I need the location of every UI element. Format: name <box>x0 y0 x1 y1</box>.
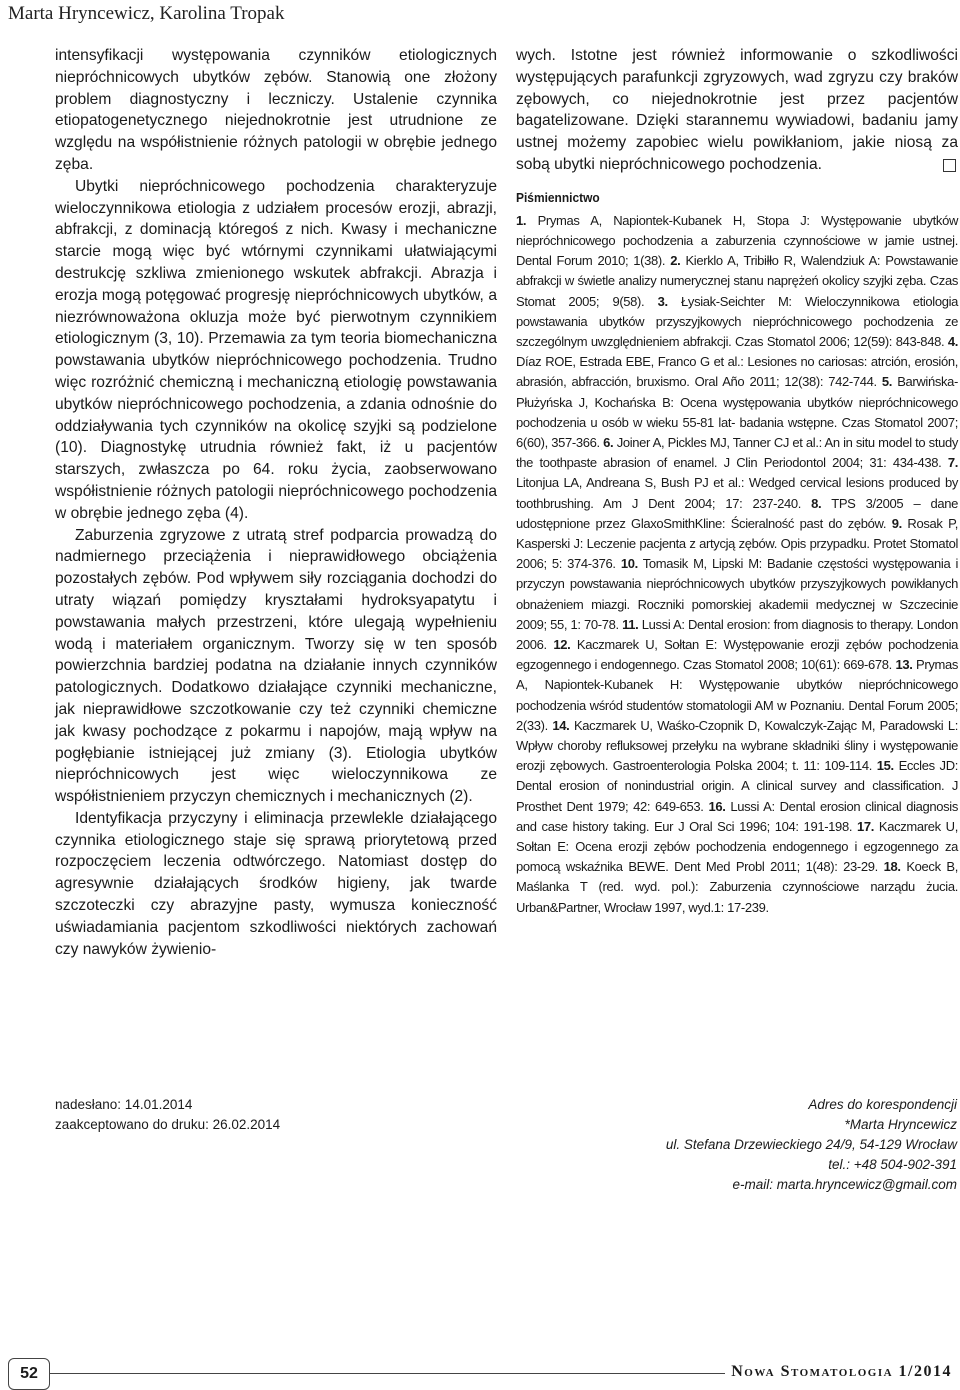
correspondence-email: e-mail: marta.hryncewicz@gmail.com <box>732 1177 957 1192</box>
reference-number: 6. <box>603 435 614 451</box>
reference-text: Eccles JD: Dental erosion of nonindustrial origin. A clinical survey and classification. J Prosthet Dent 1979; 42: 649-653. <box>516 758 958 814</box>
reference-number: 4. <box>947 334 958 349</box>
end-of-article-square-icon <box>943 159 956 172</box>
journal-name: Nowa Stomatologia 1/2014 <box>725 1363 952 1381</box>
received-date: nadesłano: 14.01.2014 <box>55 1097 193 1112</box>
correspondence-address <box>666 1095 957 1195</box>
reference-number: 11. <box>622 616 639 632</box>
reference-number: 18. <box>883 859 901 875</box>
accepted-date: zaakceptowano do druku: 26.02.2014 <box>55 1117 281 1132</box>
reference-number: 8. <box>811 495 822 511</box>
correspondence-street: ul. Stefana Drzewieckiego 24/9, 54-129 Wrocław <box>665 1137 957 1152</box>
reference-number: 1. <box>516 212 527 228</box>
reference-text: TPS 3/2005 – dane udostępnione przez GlaxoSmithKline: Ścieralność past do zębów. <box>516 495 958 531</box>
reference-number: 14. <box>552 717 570 733</box>
reference-number: 13. <box>895 657 913 673</box>
reference-text: Joiner A, Pickles MJ, Tanner CJ et al.: An in situ model to study the toothpaste abrasion of enamel. J Clin Periodontol 2004; 31: 434-438. <box>516 435 959 471</box>
reference-text: Lussi A: Dental erosion: from diagnosis to therapy. London 2006. <box>516 616 958 653</box>
reference-number: 16. <box>708 798 726 814</box>
reference-text: Kierklo A, Tribiłło R, Walendziuk A: Powstawanie abfrakcji w świetle analizy numerycznej stanu naprężeń okolicy szyjki zęba. Czas Stomat 2005; 9(58). <box>516 253 958 309</box>
reference-number: 3. <box>657 293 668 309</box>
body-paragraph-end <box>516 45 958 176</box>
reference-text: Tomasik M, Lipski M: Badanie częstości występowania i przyczyn powstawania niepróchnicowych ubytków przyszyjkowych powikłanych obnażeniem miazgi. Roczniki pomorskiej akademii medycznej w Szczecinie 2009; 55, 1: 70-78. <box>516 556 958 632</box>
page-number: 52 <box>8 1358 50 1390</box>
reference-number: 15. <box>876 758 894 774</box>
reference-number: 2. <box>670 253 681 269</box>
reference-text: Lussi A: Dental erosion clinical diagnosis and case history taking. Eur J Oral Sci 1996; 104: 191-198. <box>516 798 958 834</box>
references-list <box>516 211 958 918</box>
reference-text: Rosak P, Kasperski J: Leczenie pacjenta z artycją zębów. Opis przypadku. Protet Stomatol 2006; 5: 374-376. <box>516 515 958 572</box>
left-column <box>55 45 497 960</box>
reference-number: 5. <box>881 374 893 390</box>
reference-text: Łysiak-Seichter M: Wieloczynnikowa etiologia powstawania ubytków przyszyjkowych niepróchnicowego pochodzenia ze szczególnym uwzględnieniem abfrakcji. Czas Stomatol 2006; 12(59): 843-848. <box>516 293 958 349</box>
correspondence-heading: Adres do korespondencji <box>808 1097 957 1112</box>
reference-text: Kaczmarek U, Sołtan E: Występowanie erozji zębów pochodzenia egzogennego i endogennego. Czas Stomatol 2008; 10(61): 669-678. <box>516 637 958 673</box>
reference-number: 12. <box>553 637 571 653</box>
correspondence-phone: tel.: +48 504-902-391 <box>828 1157 957 1172</box>
body-paragraph: Ubytki niepróchnicowego pochodzenia charakteryzuje wieloczynnikowa etiologia z udziałem procesów erozji, abrazji, abfrakcji, z dominacją któregoś z nich. Kwasy i mechaniczne starcie mogą więc być wtórnymi czynnikami ułatwiającymi destrukcję szkliwa zmienionego wskutek abfrakcji. Abrazja i erozja mogą potęgować progresję niepróchnicowych ubytków, a niezrównoważona okluzja może być pierwotnym czynnikiem etiologicznym (3, 10). Przemawia za tym teoria biomechaniczna powstawania ubytków niepróchnicowego pochodzenia. Trudno więc rozróżnić chemiczną i mechaniczną etiologię powstawania ubytków niepróchnicowego pochodzenia, a zdania odnośnie do oddziaływania tych czynników na okolicę szyjki są podzielone (10). Diagnostykę utrudnia również fakt, iż u pacjentów starszych, zwłaszcza po 64. roku życia, zaobserwowano współistnienie różnych patologii niepróchnicowego pochodzenia w obrębie jednego zęba (4). <box>55 177 497 522</box>
submission-dates <box>55 1095 280 1135</box>
body-paragraph: Identyfikacja przyczyny i eliminacja przewlekle działającego czynnika etiologicznego staje się sprawą priorytetową przed rozpoczęciem leczenia odtwórczego. Natomiast dostęp do agresywnie działających środków higieny, jak twarde szczoteczki czy abrazyjne pasty, wymusza konieczność uświadamiania pacjentom szkodliwości niektórych zachowań czy nawyków żywienio- <box>55 809 497 958</box>
reference-text: Prymas A, Napiontek-Kubanek H: Występowanie ubytków niepróchnicowego pochodzenia wśród studentów stomatologii AM w Poznaniu. Dental Forum 2005; 2(33). <box>516 657 958 733</box>
reference-number: 17. <box>856 818 875 834</box>
reference-number: 10. <box>620 556 638 572</box>
references-heading: Piśmiennictwo <box>516 189 600 205</box>
reference-text: Litonjua LA, Andreana S, Bush PJ et al.: Wedged cervical lesions produced by toothbrushing. Am J Dent 2004; 17: 237-240. <box>516 475 958 511</box>
reference-text: Barwińska-Płużyńska J, Kochańska B: Ocena występowania ubytków niepróchnicowego pochodzenia u osób w wieku 55-81 lat- badania wstępne. Czas Stomatol 2007; 6(60), 357-366. <box>516 374 959 451</box>
body-paragraph: intensyfikacji występowania czynników etiologicznych niepróchnicowych ubytków zębów. Stanowią one złożony problem diagnostyczny i leczniczy. Ustalenie czynnika etiopatogenetycznego niejednokrotnie jest utrudnione ze względu na współistnienie różnych patologii w obrębie jednego zęba. <box>55 47 497 173</box>
reference-text: Kaczmarek U, Sołtan E: Ocena erozji zębów pochodzenia endogennego i egzogennego za pomocą wskaźnika BEWE. Dent Med Probl 2011; 1(48): 23-29. <box>516 818 958 875</box>
reference-number: 7. <box>947 455 958 471</box>
right-column <box>516 45 958 918</box>
body-paragraph: Zaburzenia zgryzowe z utratą stref podparcia prowadzą do nadmiernego przeciążenia i nieprawidłowego obciążenia pozostałych zębów. Pod wpływem siły rozciągania dochodzi do utraty wiązań pomiędzy kryształami hydroksyapatytu i powstawania małych przestrzeni, które ulegają wypełnieniu wodą i materiałem organicznym. Tworzy się w ten sposób powierzchnia bardziej podatna na działanie innych czynników patologicznych. Dodatkowo działające czynniki mechaniczne, jak nieprawidłowe szczotkowanie czy też czynniki chemiczne jak kwasy pochodzące z pokarmu i napojów, mają wpływ na pogłębianie istniejącej już zmiany (3). Etiologia ubytków niepróchnicowych jest więc wieloczynnikowa ze współistnieniem przyczyn chemicznych i mechanicznych (2). <box>55 526 497 806</box>
body-text: wych. Istotne jest również informowanie o szkodliwości występujących parafunkcji zgryzowych, wad zgryzu czy braków zębowych, co niejednokrotnie jest przez pacjentów bagatelizowane. Dzięki starannemu wywiadowi, badaniu jamy ustnej możemy zapobiec wielu powikłaniom, jakie niosą za sobą ubytki niepróchnicowego pochodzenia. <box>516 47 958 173</box>
reference-text: Prymas A, Napiontek-Kubanek H, Stopa J: Występowanie ubytków niepróchnicowego pochodzenia a zaburzenia czynnościowe w jamie ustnej. Dental Forum 2010; 1(38). <box>516 212 958 269</box>
running-head: Marta Hryncewicz, Karolina Tropak <box>8 3 285 24</box>
reference-text: Koeck B, Maślanka T (red. wyd. pol.): Zaburzenia czynnościowe narządu żucia. Urban&Partner, Wrocław 1997, wyd.1: 17-239. <box>516 859 958 915</box>
reference-text: Kaczmarek U, Waśko-Czopnik D, Kowalczyk-Zając M, Paradowski L: Wpływ choroby refluksowej przełyku na wybrane składniki śliny i występowanie erozji zębowych. Gastroenterologia Polska 2004; t. 11: 109-114. <box>516 717 959 774</box>
reference-number: 9. <box>891 515 902 531</box>
correspondence-name: *Marta Hryncewicz <box>844 1117 957 1132</box>
reference-text: Díaz ROE, Estrada EBE, Franco G et al.: Lesiones no cariosas: atrción, erosión, abrasión, abfracción, bruxismo. Oral Año 2011; 12(38): 742-744. <box>516 354 958 390</box>
